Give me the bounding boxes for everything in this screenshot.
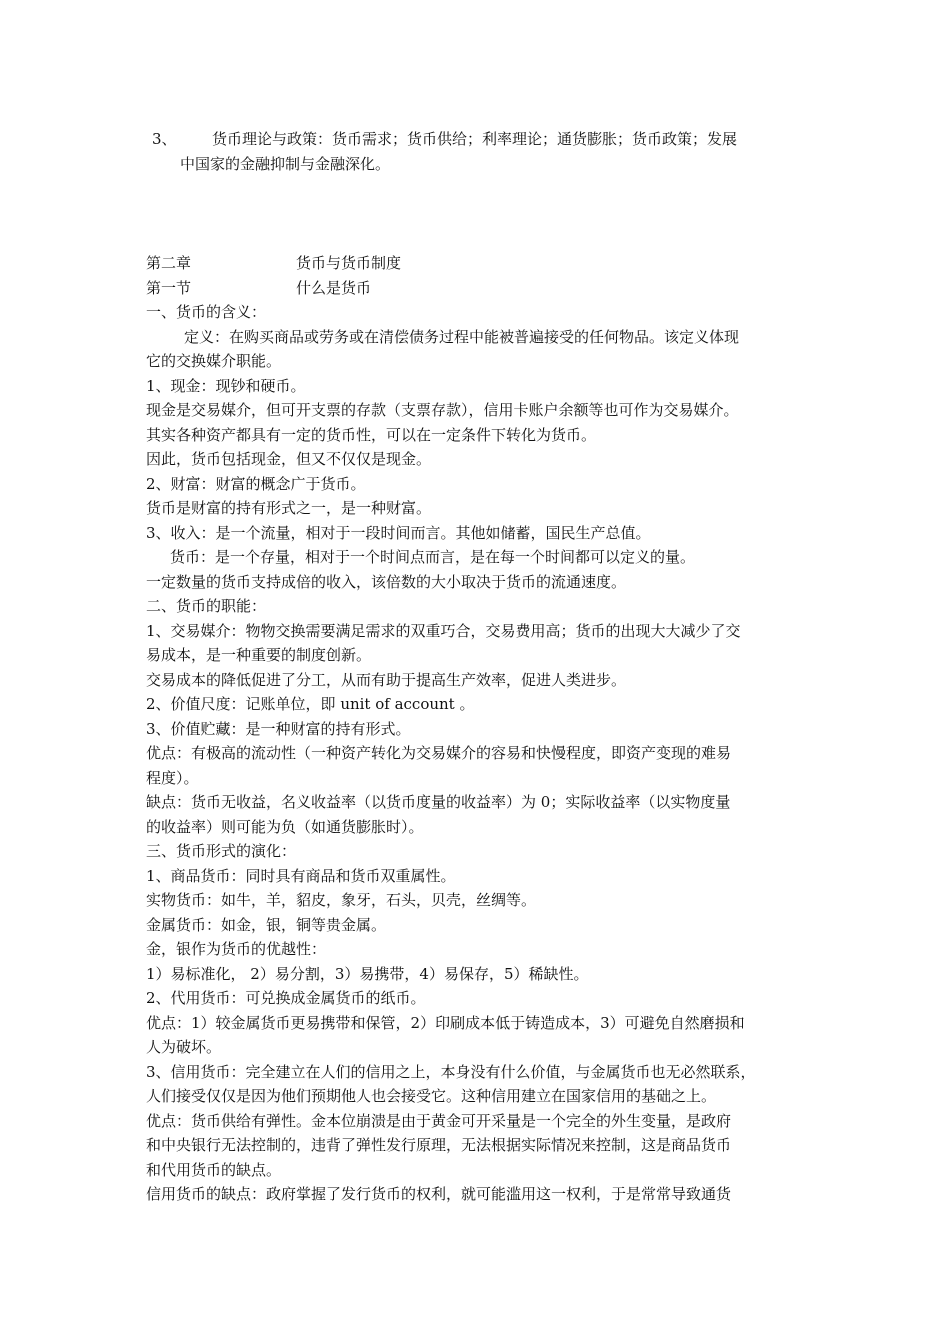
paragraph-line: 其实各种资产都具有一定的货币性，可以在一定条件下转化为货币。 [146,425,597,444]
paragraph-line: 优点：1）较金属货币更易携带和保管，2）印刷成本低于铸造成本，3）可避免自然磨损和 [146,1013,745,1032]
chapter-title: 货币与货币制度 [296,254,402,272]
paragraph-line: 1、交易媒介：物物交换需要满足需求的双重巧合，交易费用高；货币的出现大大减少了交 [146,621,741,640]
paragraph-line: 实物货币：如牛，羊，貂皮，象牙，石头，贝壳，丝绸等。 [146,891,537,909]
paragraph-line: 2、价值尺度：记账单位，即 unit of account 。 [146,695,475,713]
list-number: 3、 [152,130,177,148]
paragraph-line: 因此，货币包括现金，但又不仅仅是现金。 [146,450,432,468]
paragraph-line: 现金是交易媒介，但可开支票的存款（支票存款），信用卡账户余额等也可作为交易媒介。 [146,401,739,419]
paragraph-line: 它的交换媒介职能。 [146,352,282,370]
paragraph-line: 优点：有极高的流动性（一种资产转化为交易媒介的容易和快慢程度，即资产变现的难易 [146,744,732,762]
section-title: 什么是货币 [296,278,372,297]
paragraph-line: 交易成本的降低促进了分工，从而有助于提高生产效率，促进人类进步。 [146,670,627,689]
heading-evolution: 三、货币形式的演化： [146,842,297,860]
list-item-3 [152,127,812,177]
paragraph-line: 人们接受仅仅是因为他们预期他人也会接受它。这种信用建立在国家信用的基础之上。 [146,1087,717,1105]
paragraph-line: 程度）。 [146,768,199,787]
paragraph-line: 1）易标准化， 2）易分割，3）易携带，4）易保存，5）稀缺性。 [146,964,589,983]
paragraph-line: 的收益率）则可能为负（如通货膨胀时）。 [146,817,424,836]
paragraph-line: 货币是财富的持有形式之一，是一种财富。 [146,499,432,517]
chapter-label: 第二章 [146,254,192,272]
paragraph-line: 2、财富：财富的概念广于货币。 [146,474,366,493]
paragraph-line: 人为破坏。 [146,1038,222,1056]
paragraph-line: 3、信用货币：完全建立在人们的信用之上，本身没有什么价值，与金属货币也无必然联系， [146,1062,756,1081]
paragraph-line: 金，银作为货币的优越性： [146,940,327,958]
paragraph-line: 信用货币的缺点：政府掌握了发行货币的权利，就可能滥用这一权利，于是常常导致通货 [146,1185,732,1203]
section-label: 第一节 [146,278,192,297]
paragraph-line: 3、价值贮藏：是一种财富的持有形式。 [146,719,411,738]
paragraph-line: 易成本，是一种重要的制度创新。 [146,646,372,664]
paragraph-line: 金属货币：如金，银，铜等贵金属。 [146,915,387,934]
paragraph-line: 和代用货币的缺点。 [146,1160,282,1179]
paragraph-line: 优点：货币供给有弹性。金本位崩溃是由于黄金可开采量是一个完全的外生变量，是政府 [146,1111,732,1130]
section-heading [146,276,816,301]
paragraph-line: 和中央银行无法控制的，违背了弹性发行原理，无法根据实际情况来控制，这是商品货币 [146,1136,732,1154]
paragraph-line: 定义：在购买商品或劳务或在清偿债务过程中能被普遍接受的任何物品。该定义体现 [184,327,740,346]
chapter-heading [146,251,816,276]
list-item-text-line-2: 中国家的金融抑制与金融深化。 [180,155,391,173]
paragraph-line: 缺点：货币无收益，名义收益率（以货币度量的收益率）为 0；实际收益率（以实物度量 [146,793,731,811]
heading-meaning: 一、货币的含义： [146,303,267,321]
paragraph-line: 1、商品货币：同时具有商品和货币双重属性。 [146,866,456,885]
paragraph-line: 货币：是一个存量，相对于一个时间点而言，是在每一个时间都可以定义的量。 [170,548,696,566]
paragraph-line: 一定数量的货币支持成倍的收入，该倍数的大小取决于货币的流通速度。 [146,572,627,591]
paragraph-line: 1、现金：现钞和硬币。 [146,376,306,395]
paragraph-line: 3、收入：是一个流量，相对于一段时间而言。其他如储蓄，国民生产总值。 [146,523,651,542]
list-item-text-line-1: 货币理论与政策：货币需求；货币供给；利率理论；通货膨胀；货币政策；发展 [212,130,738,148]
chapter-content [146,251,816,1207]
heading-functions: 二、货币的职能： [146,597,267,615]
paragraph-line: 2、代用货币：可兑换成金属货币的纸币。 [146,989,426,1007]
